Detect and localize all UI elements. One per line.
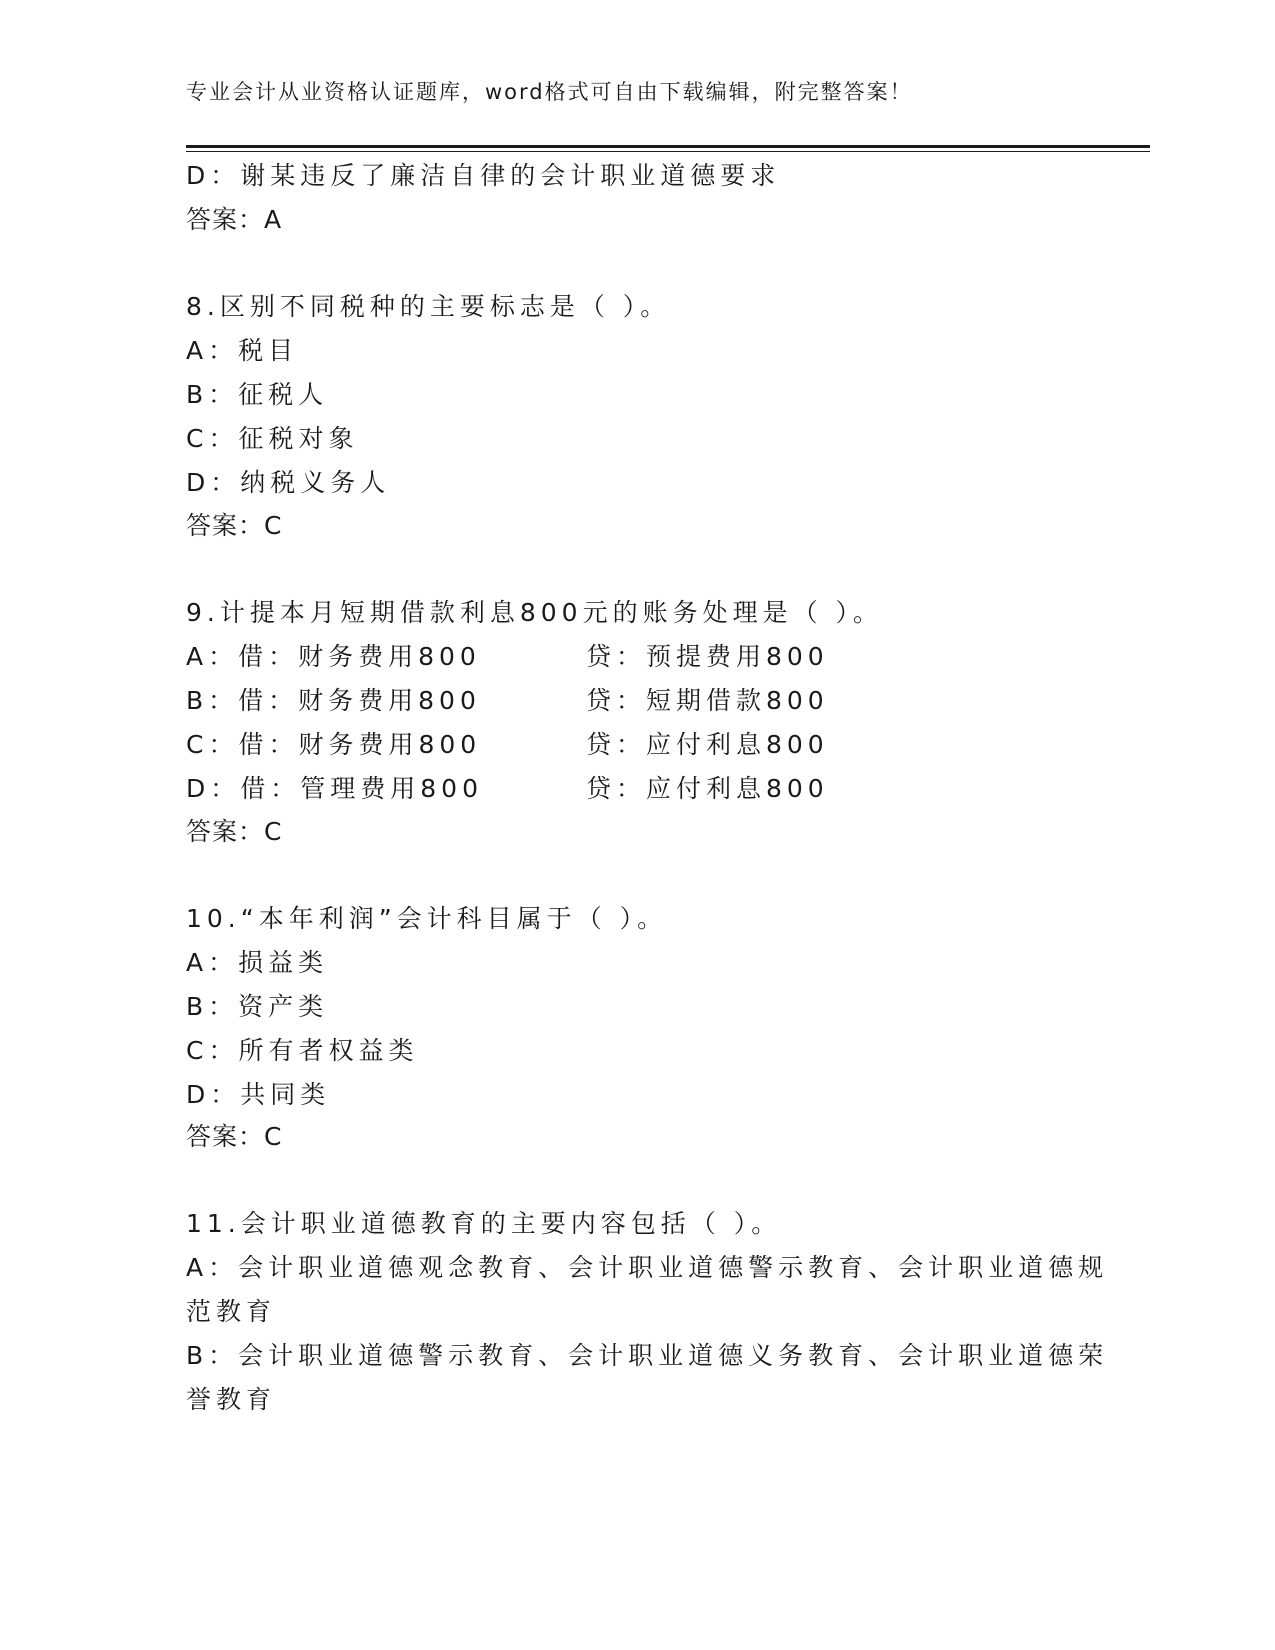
q7-answer: 答案：A xyxy=(186,205,283,234)
q8-answer: 答案：C xyxy=(186,511,283,540)
q9-option-c xyxy=(186,730,829,760)
q9-option-d xyxy=(186,774,829,804)
q8-stem: 8.区别不同税种的主要标志是（ ）。 xyxy=(186,292,671,321)
q9-option-b xyxy=(186,686,829,716)
header-rule-thick xyxy=(186,145,1150,148)
q9-option-a-credit: 贷：预提费用800 xyxy=(586,642,829,671)
q9-answer: 答案：C xyxy=(186,817,283,846)
q10-option-a: A：损益类 xyxy=(186,948,329,977)
q9-option-d-credit: 贷：应付利息800 xyxy=(586,774,829,803)
q7-option-d: D：谢某违反了廉洁自律的会计职业道德要求 xyxy=(186,161,781,190)
q9-option-a xyxy=(186,642,829,672)
q9-option-b-debit: B：借：财务费用800 xyxy=(186,686,481,715)
header-rule-thin xyxy=(186,151,1150,152)
q9-option-a-debit: A：借：财务费用800 xyxy=(186,642,481,671)
q8-option-a: A：税目 xyxy=(186,336,299,365)
q10-option-b: B：资产类 xyxy=(186,992,329,1021)
q10-answer: 答案：C xyxy=(186,1122,283,1151)
header-note: 专业会计从业资格认证题库，word格式可自由下载编辑，附完整答案！ xyxy=(186,80,913,104)
q10-option-d: D：共同类 xyxy=(186,1080,331,1109)
q9-option-c-debit: C：借：财务费用800 xyxy=(186,730,482,759)
q9-stem: 9.计提本月短期借款利息800元的账务处理是（ ）。 xyxy=(186,598,884,627)
q8-option-d: D：纳税义务人 xyxy=(186,468,391,497)
q11-option-a-line1: A：会计职业道德观念教育、会计职业道德警示教育、会计职业道德规 xyxy=(186,1253,1109,1282)
q11-option-b-line2: 誉教育 xyxy=(186,1385,277,1414)
q10-option-c: C：所有者权益类 xyxy=(186,1036,419,1065)
q11-stem: 11.会计职业道德教育的主要内容包括（ ）。 xyxy=(186,1209,782,1238)
q8-option-b: B：征税人 xyxy=(186,380,329,409)
q9-option-d-debit: D：借：管理费用800 xyxy=(186,774,483,803)
q11-option-a-line2: 范教育 xyxy=(186,1297,277,1326)
q9-option-b-credit: 贷：短期借款800 xyxy=(586,686,829,715)
q8-option-c: C：征税对象 xyxy=(186,424,359,453)
q10-stem: 10.“本年利润”会计科目属于（ ）。 xyxy=(186,904,668,933)
q11-option-b-line1: B：会计职业道德警示教育、会计职业道德义务教育、会计职业道德荣 xyxy=(186,1341,1109,1370)
q9-option-c-credit: 贷：应付利息800 xyxy=(586,730,829,759)
